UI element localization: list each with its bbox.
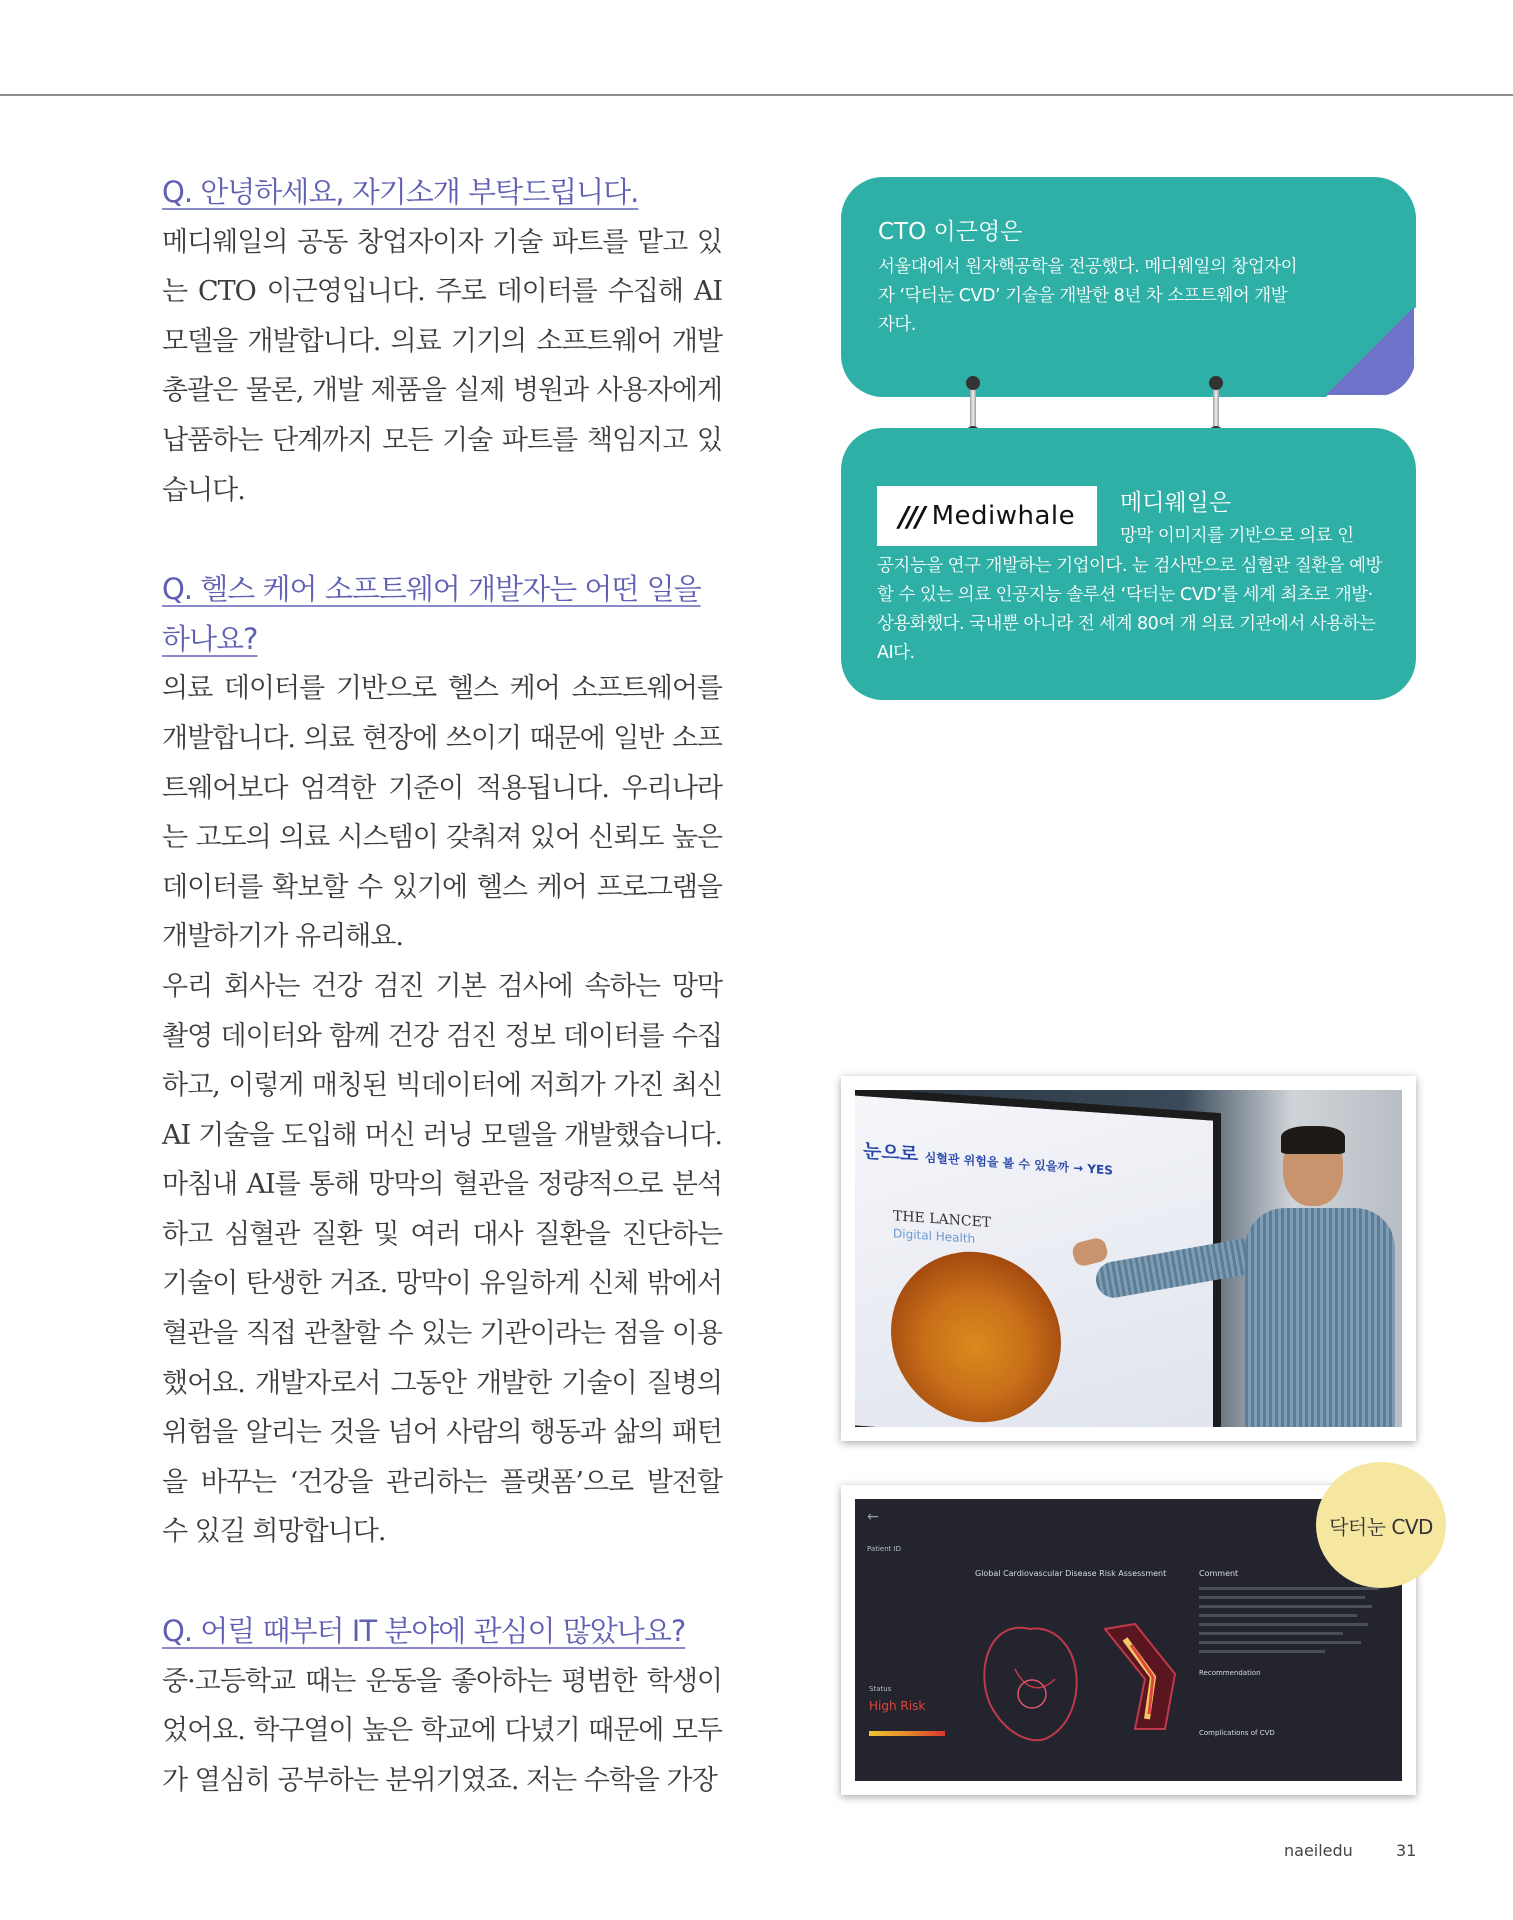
- product-badge: 닥터눈 CVD: [1316, 1462, 1446, 1588]
- back-arrow-icon: ←: [867, 1509, 879, 1525]
- footer-brand: naeiledu: [1284, 1841, 1353, 1860]
- top-rule: [0, 94, 1513, 96]
- mediwhale-logo-mark: ///: [898, 499, 924, 533]
- retina-image: [891, 1246, 1061, 1427]
- comment-heading: Comment: [1199, 1569, 1239, 1578]
- risk-level: High Risk: [869, 1699, 926, 1713]
- status-label: Status: [869, 1685, 892, 1693]
- photo-scene: [855, 1090, 1402, 1427]
- mediwhale-logo-text: Mediwhale: [931, 501, 1076, 531]
- question-2: Q. 헬스 케어 소프트웨어 개발자는 어떤 일을 하나요?: [162, 572, 701, 656]
- company-card-body-first-line: 망막 이미지를 기반으로 의료 인: [1120, 526, 1354, 546]
- answer-2-paragraph-1: 의료 데이터를 기반으로 헬스 케어 소프트웨어를 개발합니다. 의료 현장에 쓰이기 때문에 일반 소프트웨어보다 엄격한 기준이 적용됩니다. 우리나라는 고도의 의료 시스템이 갖춰져 있어 신뢰도 높은 데이터를 확보할 수 있기에 헬스 케어 프로그램을 개발하기가 유리해요.: [162, 673, 722, 953]
- assessment-title: Global Cardiovascular Disease Risk Assessment: [975, 1569, 1167, 1578]
- profile-card-title: CTO 이근영은: [878, 219, 1023, 245]
- company-card-title: 메디웨일은: [1120, 490, 1232, 516]
- patient-label: Patient ID: [867, 1545, 902, 1553]
- question-3: Q. 어릴 때부터 IT 분야에 관심이 많았나요?: [162, 1614, 686, 1649]
- answer-2-paragraph-2: 우리 회사는 건강 검진 기본 검사에 속하는 망막 촬영 데이터와 함께 건강 검진 정보 데이터를 수집하고, 이렇게 매칭된 빅데이터에 저희가 가진 최신 AI 기술을 도입해 머신 러닝 모델을 개발했습니다. 마침내 AI를 통해 망막의 혈관을 정량적으로 분석하고 심혈관 질환 및 여러 대사 질환을 진단하는 기술이 탄생한 거죠. 망막이 유일하게 신체 밖에서 혈관을 직접 관찰할 수 있는 기관이라는 점을 이용했어요. 개발자로서 그동안 개발한 기술이 질병의 위험을 알리는 것을 넘어 사람의 행동과 삶의 패턴을 바꾸는 ‘건강을 관리하는 플랫폼’으로 발전할 수 있길 희망합니다.: [162, 970, 722, 1548]
- person-pointing: [1235, 1130, 1402, 1427]
- profile-card: [841, 177, 1416, 397]
- mediwhale-logo: [877, 486, 1097, 546]
- lancet-subtitle: Digital Health: [893, 1226, 976, 1246]
- page-number: 31: [1396, 1841, 1417, 1860]
- company-card-body: 공지능을 연구 개발하는 기업이다. 눈 검사만으로 심혈관 질환을 예방할 수 있는 의료 인공지능 솔루션 ‘닥터눈 CVD’를 세계 최초로 개발·상용화했다. 국내뿐 아니라 전 세계 80여 개 의료 기관에서 사용하는 AI다.: [877, 556, 1382, 663]
- vessel-illustration-icon: [1095, 1619, 1185, 1739]
- lancet-title: THE LANCET: [893, 1208, 992, 1232]
- page-fold-flap: [1326, 307, 1414, 395]
- answer-1: 메디웨일의 공동 창업자이자 기술 파트를 맡고 있는 CTO 이근영입니다. 주로 데이터를 수집해 AI 모델을 개발합니다. 의료 기기의 소프트웨어 개발 총괄은 물론, 개발 제품을 실제 병원과 사용자에게 납품하는 단계까지 모든 기술 파트를 책임지고 있습니다.: [162, 226, 722, 506]
- complications-heading: Complications of CVD: [1199, 1729, 1275, 1737]
- article-column: [162, 168, 722, 1805]
- answer-3: 중·고등학교 때는 운동을 좋아하는 평범한 학생이었어요. 학구열이 높은 학교에 다녔기 때문에 모두가 열심히 공부하는 분위기였죠. 저는 수학을 가장: [162, 1665, 722, 1796]
- company-card: [841, 428, 1416, 700]
- screen-headline: 눈으로 심혈관 위험을 볼 수 있을까 → YES: [863, 1140, 1113, 1178]
- photo-cto-at-screen: [841, 1076, 1416, 1441]
- risk-gauge: [869, 1731, 945, 1736]
- question-1: Q. 안녕하세요, 자기소개 부탁드립니다.: [162, 175, 639, 209]
- heart-illustration-icon: [970, 1609, 1090, 1749]
- recommendation-heading: Recommendation: [1199, 1669, 1261, 1677]
- comment-text-lines: [1199, 1587, 1379, 1659]
- profile-card-body: 서울대에서 원자핵공학을 전공했다. 메디웨일의 창업자이자 ‘닥터눈 CVD’ 기술을 개발한 8년 차 소프트웨어 개발자다.: [878, 257, 1298, 335]
